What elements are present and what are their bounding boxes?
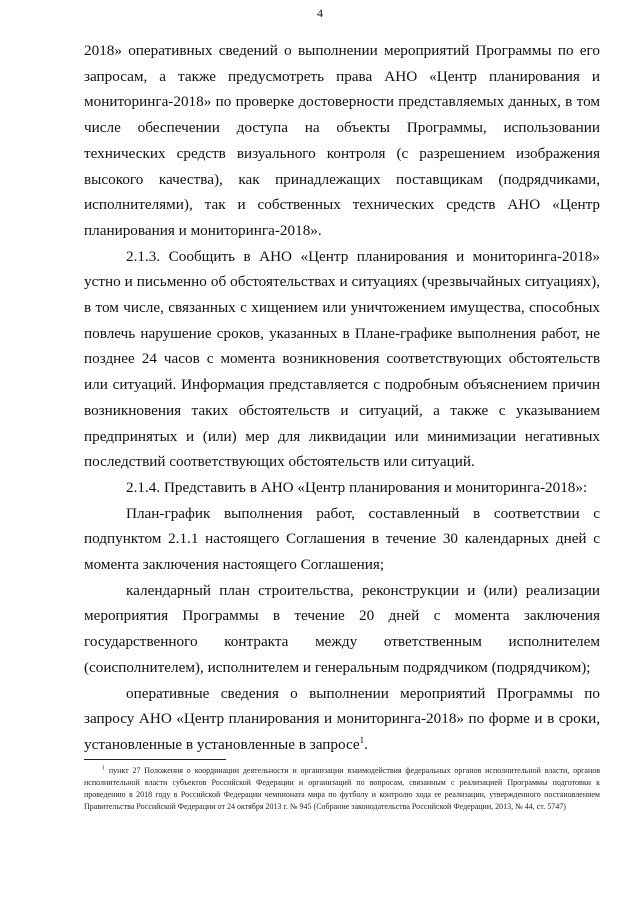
footnote-text: пункт 27 Положения о координации деятельности и организации взаимодействия федеральных органов исполнительной власти, органов исполнительной власти субъектов Российской Федерации и организаций по вопросам, связанным с реализацией Программы подготовки к проведению в 2018 году в Российской Федерации чемпионата мира по футболу и контролю хода ее реализации, утвержденного постановлением Правительства Российской Федерации от 24 октября 2013 г. № 945 (Собрание законодательства Российской Федерации, 2013, № 44, ст. 5747) bbox=[84, 766, 601, 811]
footnote-marker: 1 bbox=[102, 765, 105, 772]
paragraph-schedule: План-график выполнения работ, составленный в соответствии с подпунктом 2.1.1 настоящего Соглашения в течение 30 календарных дней с момента заключения настоящего Соглашения; bbox=[84, 504, 600, 574]
document-body bbox=[84, 38, 600, 758]
page-number: 4 bbox=[317, 6, 323, 20]
paragraph-2-1-4: 2.1.4. Представить в АНО «Центр планирования и мониторинга-2018»: bbox=[126, 478, 588, 496]
footnote-reference: 1 bbox=[359, 734, 365, 745]
paragraph-operational-info: оперативные сведения о выполнении мероприятий Программы по запросу АНО «Центр планирования и мониторинга-2018» по форме и в сроки, установленные в установленные в запросе$^1$. bbox=[84, 684, 600, 753]
paragraph-construction-plan: календарный план строительства, реконструкции и (или) реализации мероприятия Программы в течение 20 дней с момента заключения государственного контракта между ответственным исполнителем (соисполнителем), исполнителем и генеральным подрядчиком (подрядчиком); bbox=[84, 581, 600, 676]
paragraph-continuation: 2018» оперативных сведений о выполнении мероприятий Программы по его запросам, а также предусмотреть права АНО «Центр планирования и мониторинга-2018» по проверке достоверности представляемых данных, в том числе обеспечении доступа на объекты Программы, использовании технических средств визуального контроля (с разрешением изображения высокого качества), как принадлежащих поставщикам (подрядчиками, исполнителями), так и собственных технических средств АНО «Центр планирования и мониторинга-2018». bbox=[84, 42, 600, 239]
footnote-1 bbox=[84, 765, 600, 813]
footnote-separator bbox=[84, 759, 226, 760]
paragraph-2-1-3: 2.1.3. Сообщить в АНО «Центр планирования и мониторинга-2018» устно и письменно об обстоятельствах и ситуациях (чрезвычайных ситуациях), в том числе, связанных с хищением или уничтожением имущества, способных повлечь нарушение сроков, указанных в Плане-графике выполнения работ, не позднее 24 часов с момента возникновения соответствующих обстоятельств или ситуаций. Информация представляется с подробным объяснением причин возникновения таких обстоятельств и ситуаций, а также с указыванием предпринятых и (или) мер для ликвидации или минимизации негативных последствий соответствующих обстоятельств или ситуаций. bbox=[84, 247, 600, 471]
paragraph-operational-info-text: оперативные сведения о выполнении мероприятий Программы по запросу АНО «Центр планирования и мониторинга-2018» по форме и в сроки, установленные в установленные в запросе bbox=[84, 684, 600, 753]
footnotes bbox=[84, 765, 600, 813]
